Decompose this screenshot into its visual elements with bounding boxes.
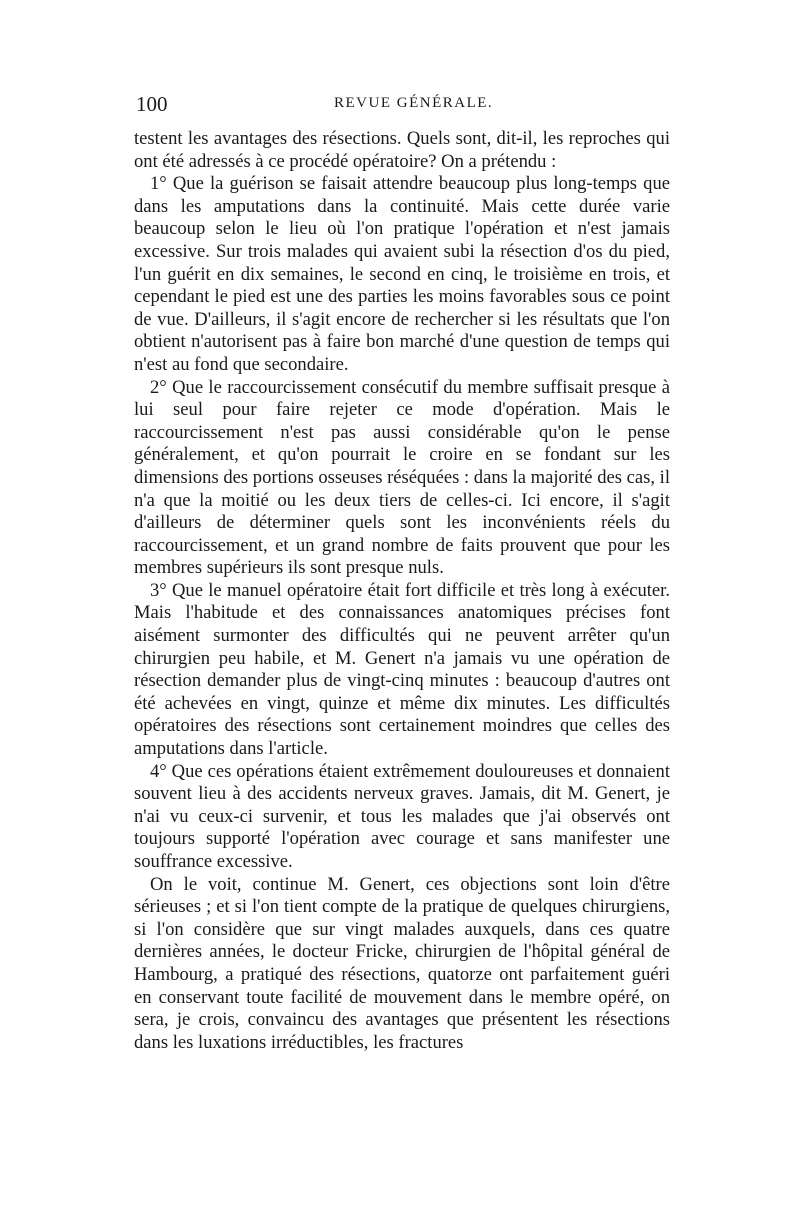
paragraph-objection-3: 3° Que le manuel opératoire était fort difficile et très long à exécuter. Mais l'habitude et des connaissances anatomiques précises font aisément surmonter des difficultés qui ne peuvent arrêter qu'un chirurgien peu habile, et M. Genert n'a jamais vu une opération de résection demander plus de vingt-cinq minutes : beaucoup d'autres ont été achevées en vingt, quinze et même dix minutes. Les difficultés opératoires des résections sont certainement moindres que celles des amputations dans l'article. bbox=[134, 579, 670, 760]
body-text bbox=[134, 128, 670, 1054]
page-number: 100 bbox=[136, 92, 168, 116]
paragraph-objection-4: 4° Que ces opérations étaient extrêmement douloureuses et donnaient souvent lieu à des accidents nerveux graves. Jamais, dit M. Genert, je n'ai vu ceux-ci survenir, et tous les malades que j'ai observés ont toujours supporté l'opération avec courage et sans manifester une souffrance excessive. bbox=[134, 760, 670, 872]
running-title: REVUE GÉNÉRALE. bbox=[334, 95, 494, 111]
running-head bbox=[134, 92, 670, 128]
paragraph-objection-1: 1° Que la guérison se faisait attendre beaucoup plus long-temps que dans les amputations dans la continuité. Mais cette durée varie beaucoup selon le lieu où l'on pratique l'opération et n'est jamais excessive. Sur trois malades qui avaient subi la résection d'os du pied, l'un guérit en dix semaines, le second en cinq, le troisième en trois, et cependant le pied est une des parties les moins favorables sous ce point de vue. D'ailleurs, il s'agit encore de rechercher si les résultats que l'on obtient n'autorisent pas à faire bon marché d'une question de temps qui n'est au fond que secondaire. bbox=[134, 173, 670, 375]
paragraph-continuation: testent les avantages des résections. Quels sont, dit-il, les reproches qui ont été adressés à ce procédé opératoire? On a prétendu : bbox=[134, 128, 670, 172]
paragraph-conclusion: On le voit, continue M. Genert, ces objections sont loin d'être sérieuses ; et si l'on tient compte de la pratique de quelques chirurgiens, si l'on considère que sur vingt malades auxquels, dans ces quatre dernières années, le docteur Fricke, chirurgien de l'hôpital général de Hambourg, a pratiqué des résections, quatorze ont parfaitement guéri en conservant toute facilité de mouvement dans le membre opéré, on sera, je crois, convaincu des avantages que présentent les résections dans les luxations irréductibles, les fractures bbox=[134, 873, 670, 1053]
book-page bbox=[134, 92, 670, 1054]
paragraph-objection-2: 2° Que le raccourcissement consécutif du membre suffisait presque à lui seul pour faire rejeter ce mode d'opération. Mais le raccourcissement n'est pas aussi considérable qu'on le pense généralement, et qu'on pourrait le croire en se fondant sur les dimensions des portions osseuses réséquées : dans la majorité des cas, il n'a que la moitié ou les deux tiers de celles-ci. Ici encore, il s'agit d'ailleurs de déterminer quels sont les inconvénients réels du raccourcissement, et un grand nombre de faits prouvent que pour les membres supérieurs ils sont presque nuls. bbox=[134, 376, 671, 579]
